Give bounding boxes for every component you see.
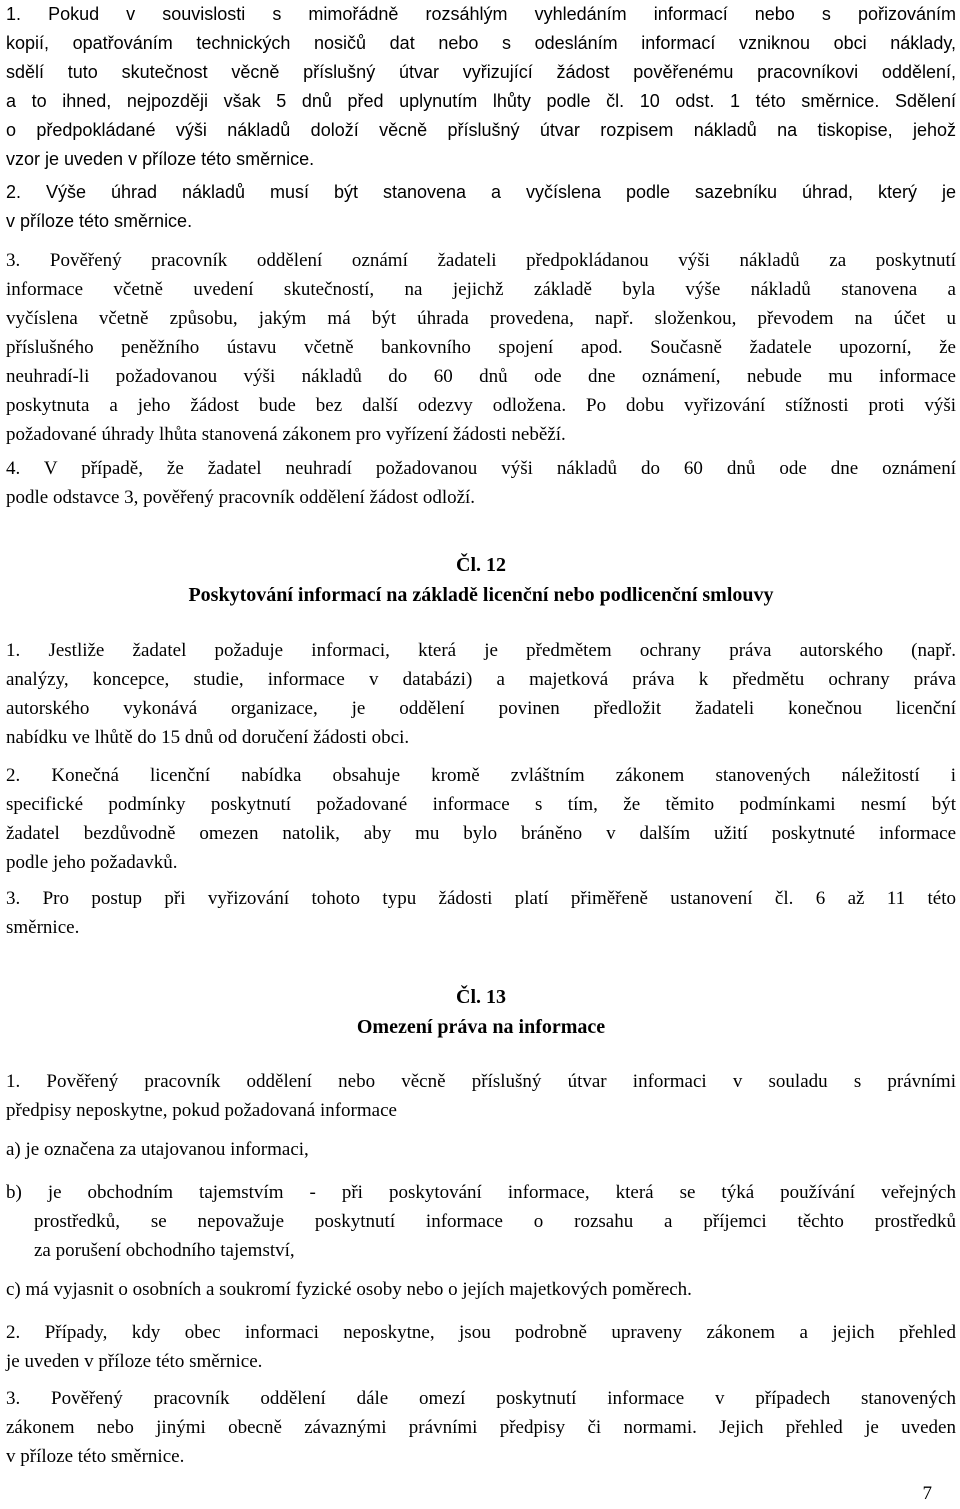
text-line: vyčíslena včetně způsobu, jakým má být úhrada provedena, např. složenkou, převodem na účet u <box>6 308 956 329</box>
text-line: nabídku ve lhůtě do 15 dnů od doručení žádosti obci. <box>6 727 410 748</box>
text-line: žadatel bezdůvodně omezen natolik, aby mu bylo bráněno v dalším užití poskytnuté informace <box>6 823 956 844</box>
text-line: vzor je uveden v příloze této směrnice. <box>6 149 315 169</box>
article-13-title: Omezení práva na informace <box>356 1016 606 1038</box>
text-line: je uveden v příloze této směrnice. <box>6 1351 263 1372</box>
article-12-number: Čl. 12 <box>456 554 506 576</box>
text-line: sdělí tuto skutečnost věcně příslušný útvar vyřizující žádost pověřenému pracovníkovi oddělení, <box>6 62 956 82</box>
page-number: 7 <box>922 1483 932 1504</box>
text-line: v příloze této směrnice. <box>6 211 193 231</box>
text-line: směrnice. <box>6 917 80 938</box>
article-13-number: Čl. 13 <box>456 986 506 1008</box>
text-line: poskytnuta a jeho žádost bude bez další odezvy odložena. Po dobu vyřizování stížnosti proti výši <box>6 395 956 416</box>
text-line: a) je označena za utajovanou informaci, <box>6 1139 309 1160</box>
text-line: v příloze této směrnice. <box>6 1446 185 1467</box>
text-line: a to ihned, nejpozději však 5 dnů před uplynutím lhůty podle čl. 10 odst. 1 této směrnice. Sdělení <box>6 91 956 111</box>
text-line: 2. Výše úhrad nákladů musí být stanovena a vyčíslena podle sazebníku úhrad, který je <box>6 182 956 202</box>
text-line: podle jeho požadavků. <box>6 852 178 873</box>
text-line: 3. Pověřený pracovník oddělení oznámí žadateli předpokládanou výši nákladů za poskytnutí <box>6 250 956 271</box>
text-line: prostředků, se nepovažuje poskytnutí informace o rozsahu a příjemci těchto prostředků <box>34 1211 956 1232</box>
text-line: autorského vykonává organizace, je oddělení povinen předložit žadateli konečnou licenční <box>6 698 956 719</box>
text-line: 1. Pokud v souvislosti s mimořádně rozsáhlým vyhledáním informací nebo s pořizováním <box>6 4 956 24</box>
text-line: specifické podmínky poskytnutí požadované informace s tím, že těmito podmínkami nesmí být <box>6 794 956 815</box>
text-line: neuhradí-li požadovanou výši nákladů do 60 dnů ode dne oznámení, nebude mu informace <box>6 366 956 387</box>
text-line: podle odstavce 3, pověřený pracovník oddělení žádost odloží. <box>6 487 476 508</box>
article-12-title: Poskytování informací na základě licenční nebo podlicenční smlouvy <box>188 584 774 606</box>
text-line: kopií, opatřováním technických nosičů dat nebo s odesláním informací vzniknou obci náklady, <box>6 33 956 53</box>
text-line: informace včetně uvedení skutečností, na jejichž základě byla výše nákladů stanovena a <box>6 279 956 300</box>
text-line: požadované úhrady lhůta stanovená zákonem pro vyřízení žádosti neběží. <box>6 424 566 445</box>
text-line: 1. Pověřený pracovník oddělení nebo věcně příslušný útvar informaci v souladu s právními <box>6 1071 956 1092</box>
text-line: za porušení obchodního tajemství, <box>34 1240 295 1261</box>
text-line: 3. Pověřený pracovník oddělení dále omezí poskytnutí informace v případech stanovených <box>6 1388 956 1409</box>
text-line: 1. Jestliže žadatel požaduje informaci, která je předmětem ochrany práva autorského (např. <box>6 640 956 661</box>
text-line: analýzy, koncepce, studie, informace v databázi) a majetková práva k předmětu ochrany práva <box>6 669 956 690</box>
text-line: b) je obchodním tajemstvím - při poskytování informace, která se týká používání veřejných <box>6 1182 956 1203</box>
text-line: c) má vyjasnit o osobních a soukromí fyzické osoby nebo o jejích majetkových poměrech. <box>6 1279 692 1300</box>
text-line: předpisy neposkytne, pokud požadovaná informace <box>6 1100 397 1121</box>
text-line: příslušného peněžního ústavu včetně bankovního spojení apod. Současně žadatele upozorní, že <box>6 337 956 358</box>
text-line: 2. Konečná licenční nabídka obsahuje kromě zvláštním zákonem stanovených náležitostí i <box>6 765 956 786</box>
text-line: 3. Pro postup při vyřizování tohoto typu žádosti platí přiměřeně ustanovení čl. 6 až 11 této <box>6 888 956 909</box>
text-line: 4. V případě, že žadatel neuhradí požadovanou výši nákladů do 60 dnů ode dne oznámení <box>6 458 956 479</box>
text-line: o předpokládané výši nákladů doloží věcně příslušný útvar rozpisem nákladů na tiskopise, jehož <box>6 120 956 140</box>
text-line: zákonem nebo jinými obecně závaznými právními předpisy či normami. Jejich přehled je uveden <box>6 1417 956 1438</box>
text-line: 2. Případy, kdy obec informaci neposkytne, jsou podrobně upraveny zákonem a jejich přehled <box>6 1322 956 1343</box>
